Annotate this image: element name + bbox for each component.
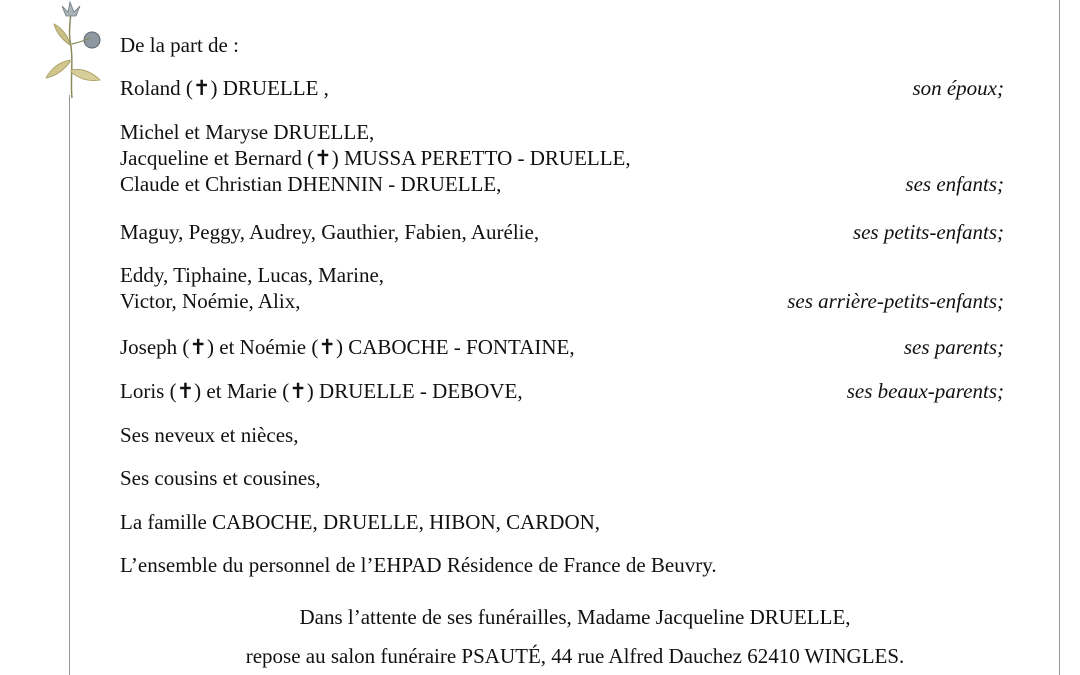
relation-label: ses beaux-parents; xyxy=(846,379,1004,403)
family-line: Eddy, Tiphaine, Lucas, Marine, xyxy=(120,263,385,287)
left-border-rule xyxy=(69,95,70,675)
family-line: Claude et Christian DHENNIN - DRUELLE, xyxy=(120,172,502,196)
flower-sprig-icon xyxy=(40,0,110,100)
relation-label: ses enfants; xyxy=(905,172,1004,196)
closing-line: repose au salon funéraire PSAUTÉ, 44 rue Alfred Dauchez 62410 WINGLES. xyxy=(245,644,905,668)
family-line: Joseph (✝) et Noémie (✝) CABOCHE - FONTAINE, xyxy=(120,335,575,359)
family-line: La famille CABOCHE, DRUELLE, HIBON, CARDON, xyxy=(120,510,601,534)
family-line: Roland (✝) DRUELLE , xyxy=(120,76,329,100)
relation-label: ses petits-enfants; xyxy=(852,220,1004,244)
family-line: Ses cousins et cousines, xyxy=(120,466,321,490)
relation-label: ses arrière-petits-enfants; xyxy=(787,289,1004,313)
right-border-rule xyxy=(1059,0,1060,675)
family-line: L’ensemble du personnel de l’EHPAD Résidence de France de Beuvry. xyxy=(120,553,717,577)
family-line: Maguy, Peggy, Audrey, Gauthier, Fabien, Aurélie, xyxy=(120,220,540,244)
family-line: Ses neveux et nièces, xyxy=(120,423,299,447)
family-line: Loris (✝) et Marie (✝) DRUELLE - DEBOVE, xyxy=(120,379,523,403)
family-line: Victor, Noémie, Alix, xyxy=(120,289,301,313)
intro-text: De la part de : xyxy=(120,33,239,57)
family-line: Jacqueline et Bernard (✝) MUSSA PERETTO - DRUELLE, xyxy=(120,146,631,170)
relation-label: ses parents; xyxy=(903,335,1004,359)
family-line: Michel et Maryse DRUELLE, xyxy=(120,120,375,144)
closing-line: Dans l’attente de ses funérailles, Madame Jacqueline DRUELLE, xyxy=(299,605,851,629)
relation-label: son époux; xyxy=(912,76,1004,100)
